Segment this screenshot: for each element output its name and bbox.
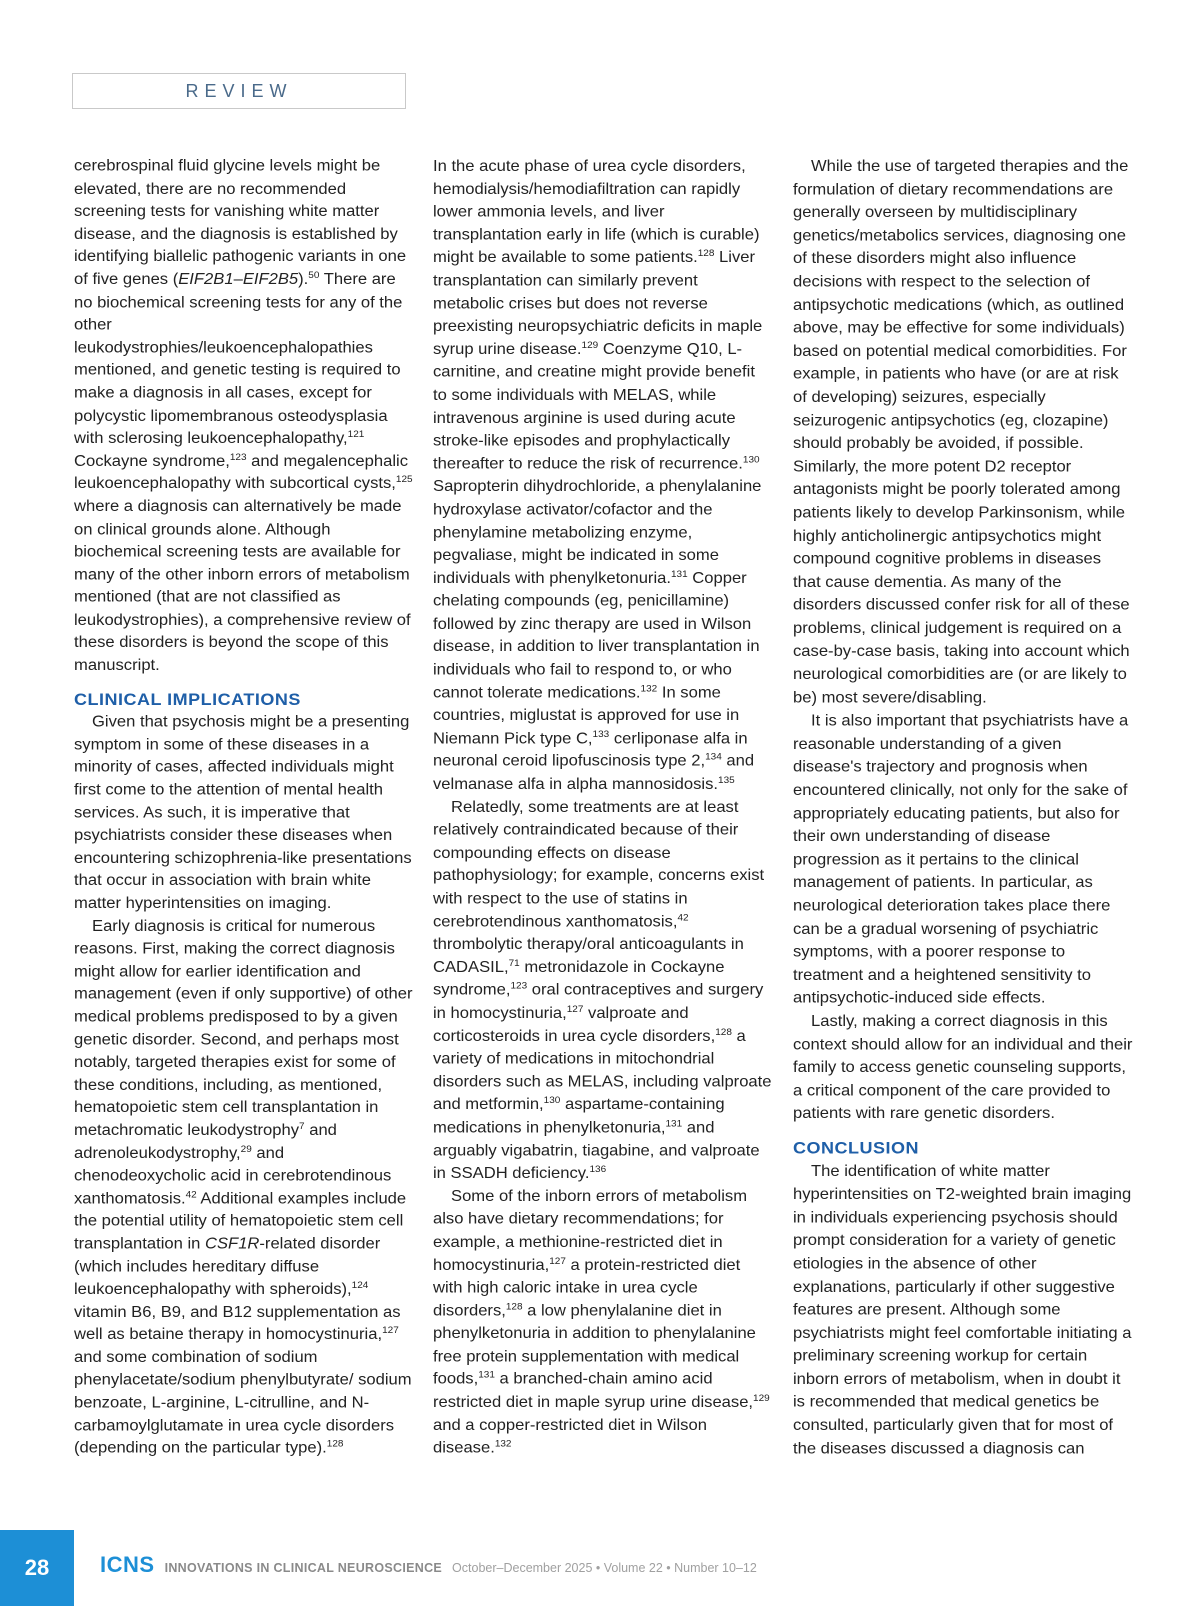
issue-info: October–December 2025 • Volume 22 • Number 10–12 bbox=[452, 1561, 757, 1575]
body-paragraph: Given that psychosis might be a presenting symptom in some of these diseases in a minority of cases, affected individuals might first come to the attention of mental health services. As such, it is imperative that psychiatrists consider these diseases when encountering schizophrenia-like presentations that occur in association with brain white matter hyperintensities on imaging. bbox=[74, 712, 412, 912]
body-paragraph: Lastly, making a correct diagnosis in this context should allow for an individual and their family to access genetic counseling supports, a critical component of the care provided to patients with rare genetic disorders. bbox=[793, 1011, 1133, 1123]
journal-logo: ICNS bbox=[100, 1552, 155, 1577]
body-paragraph: Some of the inborn errors of metabolism also have dietary recommendations; for example, a methionine-restricted diet in homocystinuria,$^{127}$ a protein-restricted diet with high caloric intake in urea cycle disorders,$^{128}$ a low phenylalanine diet in phenylketonuria in addition to phenylalanine free protein supplementation with medical foods,$^{131}$ a branched-chain amino acid restricted diet in maple syrup urine disease,$^{129}$ and a copper-restricted diet in Wilson disease.$^{132}$ bbox=[433, 1186, 770, 1457]
text-column-1 bbox=[74, 155, 414, 1460]
text-column-3 bbox=[793, 155, 1133, 1460]
body-paragraph: While the use of targeted therapies and the formulation of dietary recommendations are generally overseen by multidisciplinary genetics/metabolics services, diagnosing one of these disorders might also influence decisions with respect to the selection of antipsychotic medications (which, as outlined above, may be effective for some individuals) based on potential medical comorbidities. For example, in patients who have (or are at risk of developing) seizures, especially seizurogenic antipsychotics (eg, clozapine) should probably be avoided, if possible. Similarly, the more potent D2 receptor antagonists might be poorly tolerated among patients likely to develop Parkinsonism, while highly anticholinergic antipsychotics might compound cognitive problems in diseases that cause dementia. As many of the disorders discussed confer risk for all of these problems, clinical judgement is required on a case-by-case basis, taking into account which neurological comorbidities are (or are likely to be) most severe/disabling. bbox=[793, 156, 1130, 707]
section-label: REVIEW bbox=[72, 73, 406, 109]
page-number: 28 bbox=[0, 1530, 74, 1606]
body-paragraph: It is also important that psychiatrists have a reasonable understanding of a given disease's trajectory and prognosis when encountered clinically, not only for the sake of appropriately educating patients, but also for their own understanding of disease progression as it pertains to the clinical management of patients. In particular, as neurological deterioration takes place there can be a gradual worsening of psychiatric symptoms, with a poorer response to treatment and a heightened sensitivity to antipsychotic-induced side effects. bbox=[793, 711, 1129, 1007]
body-paragraph: In the acute phase of urea cycle disorders, hemodialysis/hemodiafiltration can rapidly lower ammonia levels, and liver transplantation early in life (which is curable) might be available to some patients.$^{128}$ Liver transplantation can similarly prevent metabolic crises but does not reverse preexisting neuropsychiatric deficits in maple syrup urine disease.$^{129}$ Coenzyme Q10, L-carnitine, and creatine might provide benefit to some individuals with MELAS, while intravenous arginine is used during acute stroke-like episodes and prophylactically thereafter to reduce the risk of recurrence.$^{130}$ Sapropterin dihydrochloride, a phenylalanine hydroxylase activator/cofactor and the phenylamine metabolizing enzyme, pegvaliase, might be indicated in some individuals with phenylketonuria.$^{131}$ Copper chelating compounds (eg, penicillamine) followed by zinc therapy are used in Wilson disease, in addition to liver transplantation in individuals who fail to respond to, or who cannot tolerate medications.$^{132}$ In some countries, miglustat is approved for use in Niemann Pick type C,$^{133}$ cerliponase alfa in neuronal ceroid lipofuscinosis type 2,$^{134}$ and velmanase alfa in alpha mannosidosis.$^{135}$ bbox=[433, 156, 763, 793]
text-column-2 bbox=[433, 155, 773, 1460]
body-paragraph: Early diagnosis is critical for numerous reasons. First, making the correct diagnosis might allow for earlier identification and management (even if only supportive) of other medical problems predisposed to by a given genetic disorder. Second, and perhaps most notably, targeted therapies exist for some of these conditions, including, as mentioned, hematopoietic stem cell transplantation in metachromatic leukodystrophy$^7$ and adrenoleukodystrophy,$^{29}$ and chenodeoxycholic acid in cerebrotendinous xanthomatosis.$^{42}$ Additional examples include the potential utility of hematopoietic stem cell transplantation in CSF1R-related disorder (which includes hereditary diffuse leukoencephalopathy with spheroids),$^{124}$ vitamin B6, B9, and B12 supplementation as well as betaine therapy in homocystinuria,$^{127}$ and some combination of sodium phenylacetate/sodium phenylbutyrate/ sodium benzoate, L-arginine, L-citrulline, and N-carbamoylglutamate in urea cycle disorders (depending on the particular type).$^{128}$ bbox=[74, 916, 413, 1457]
body-paragraph: Relatedly, some treatments are at least relatively contraindicated because of their compounding effects on disease pathophysiology; for example, concerns exist with respect to the use of statins in cerebrotendinous xanthomatosis,$^{42}$ thrombolytic therapy/oral anticoagulants in CADASIL,$^{71}$ metronidazole in Cockayne syndrome,$^{123}$ oral contraceptives and surgery in homocystinuria,$^{127}$ valproate and corticosteroids in urea cycle disorders,$^{128}$ a variety of medications in mitochondrial disorders such as MELAS, including valproate and metformin,$^{130}$ aspartame-containing medications in phenylketonuria,$^{131}$ and arguably vigabatrin, tiagabine, and valproate in SSADH deficiency.$^{136}$ bbox=[433, 797, 772, 1182]
body-paragraph: cerebrospinal fluid glycine levels might be elevated, there are no recommended screening tests for vanishing white matter disease, and the diagnosis is established by identifying biallelic pathogenic variants in one of five genes (EIF2B1–EIF2B5).$^{50}$ There are no biochemical screening tests for any of the other leukodystrophies/leukoencephalopathies mentioned, and genetic testing is required to make a diagnosis in all cases, except for polycystic lipomembranous osteodysplasia with sclerosing leukoencephalopathy,$^{121}$ Cockayne syndrome,$^{123}$ and megalencephalic leukoencephalopathy with subcortical cysts,$^{125}$ where a diagnosis can alternatively be made on clinical grounds alone. Although biochemical screening tests are available for many of the other inborn errors of metabolism mentioned (that are not classified as leukodystrophies), a comprehensive review of these disorders is beyond the scope of this manuscript. bbox=[74, 156, 413, 674]
section-heading: CONCLUSION bbox=[793, 1138, 919, 1158]
section-heading: CLINICAL IMPLICATIONS bbox=[74, 689, 301, 709]
journal-name: INNOVATIONS IN CLINICAL NEUROSCIENCE bbox=[164, 1561, 443, 1575]
footer-banner bbox=[100, 1552, 757, 1582]
body-paragraph: The identification of white matter hyperintensities on T2-weighted brain imaging in individuals experiencing psychosis should prompt consideration for a variety of genetic etiologies in the absence of other explanations, particularly if other suggestive features are present. Although some psychiatrists might feel comfortable initiating a preliminary screening workup for certain inborn errors of metabolism, when in doubt it is recommended that medical genetics be consulted, particularly given that for most of the diseases discussed a diagnosis can bbox=[793, 1161, 1132, 1457]
